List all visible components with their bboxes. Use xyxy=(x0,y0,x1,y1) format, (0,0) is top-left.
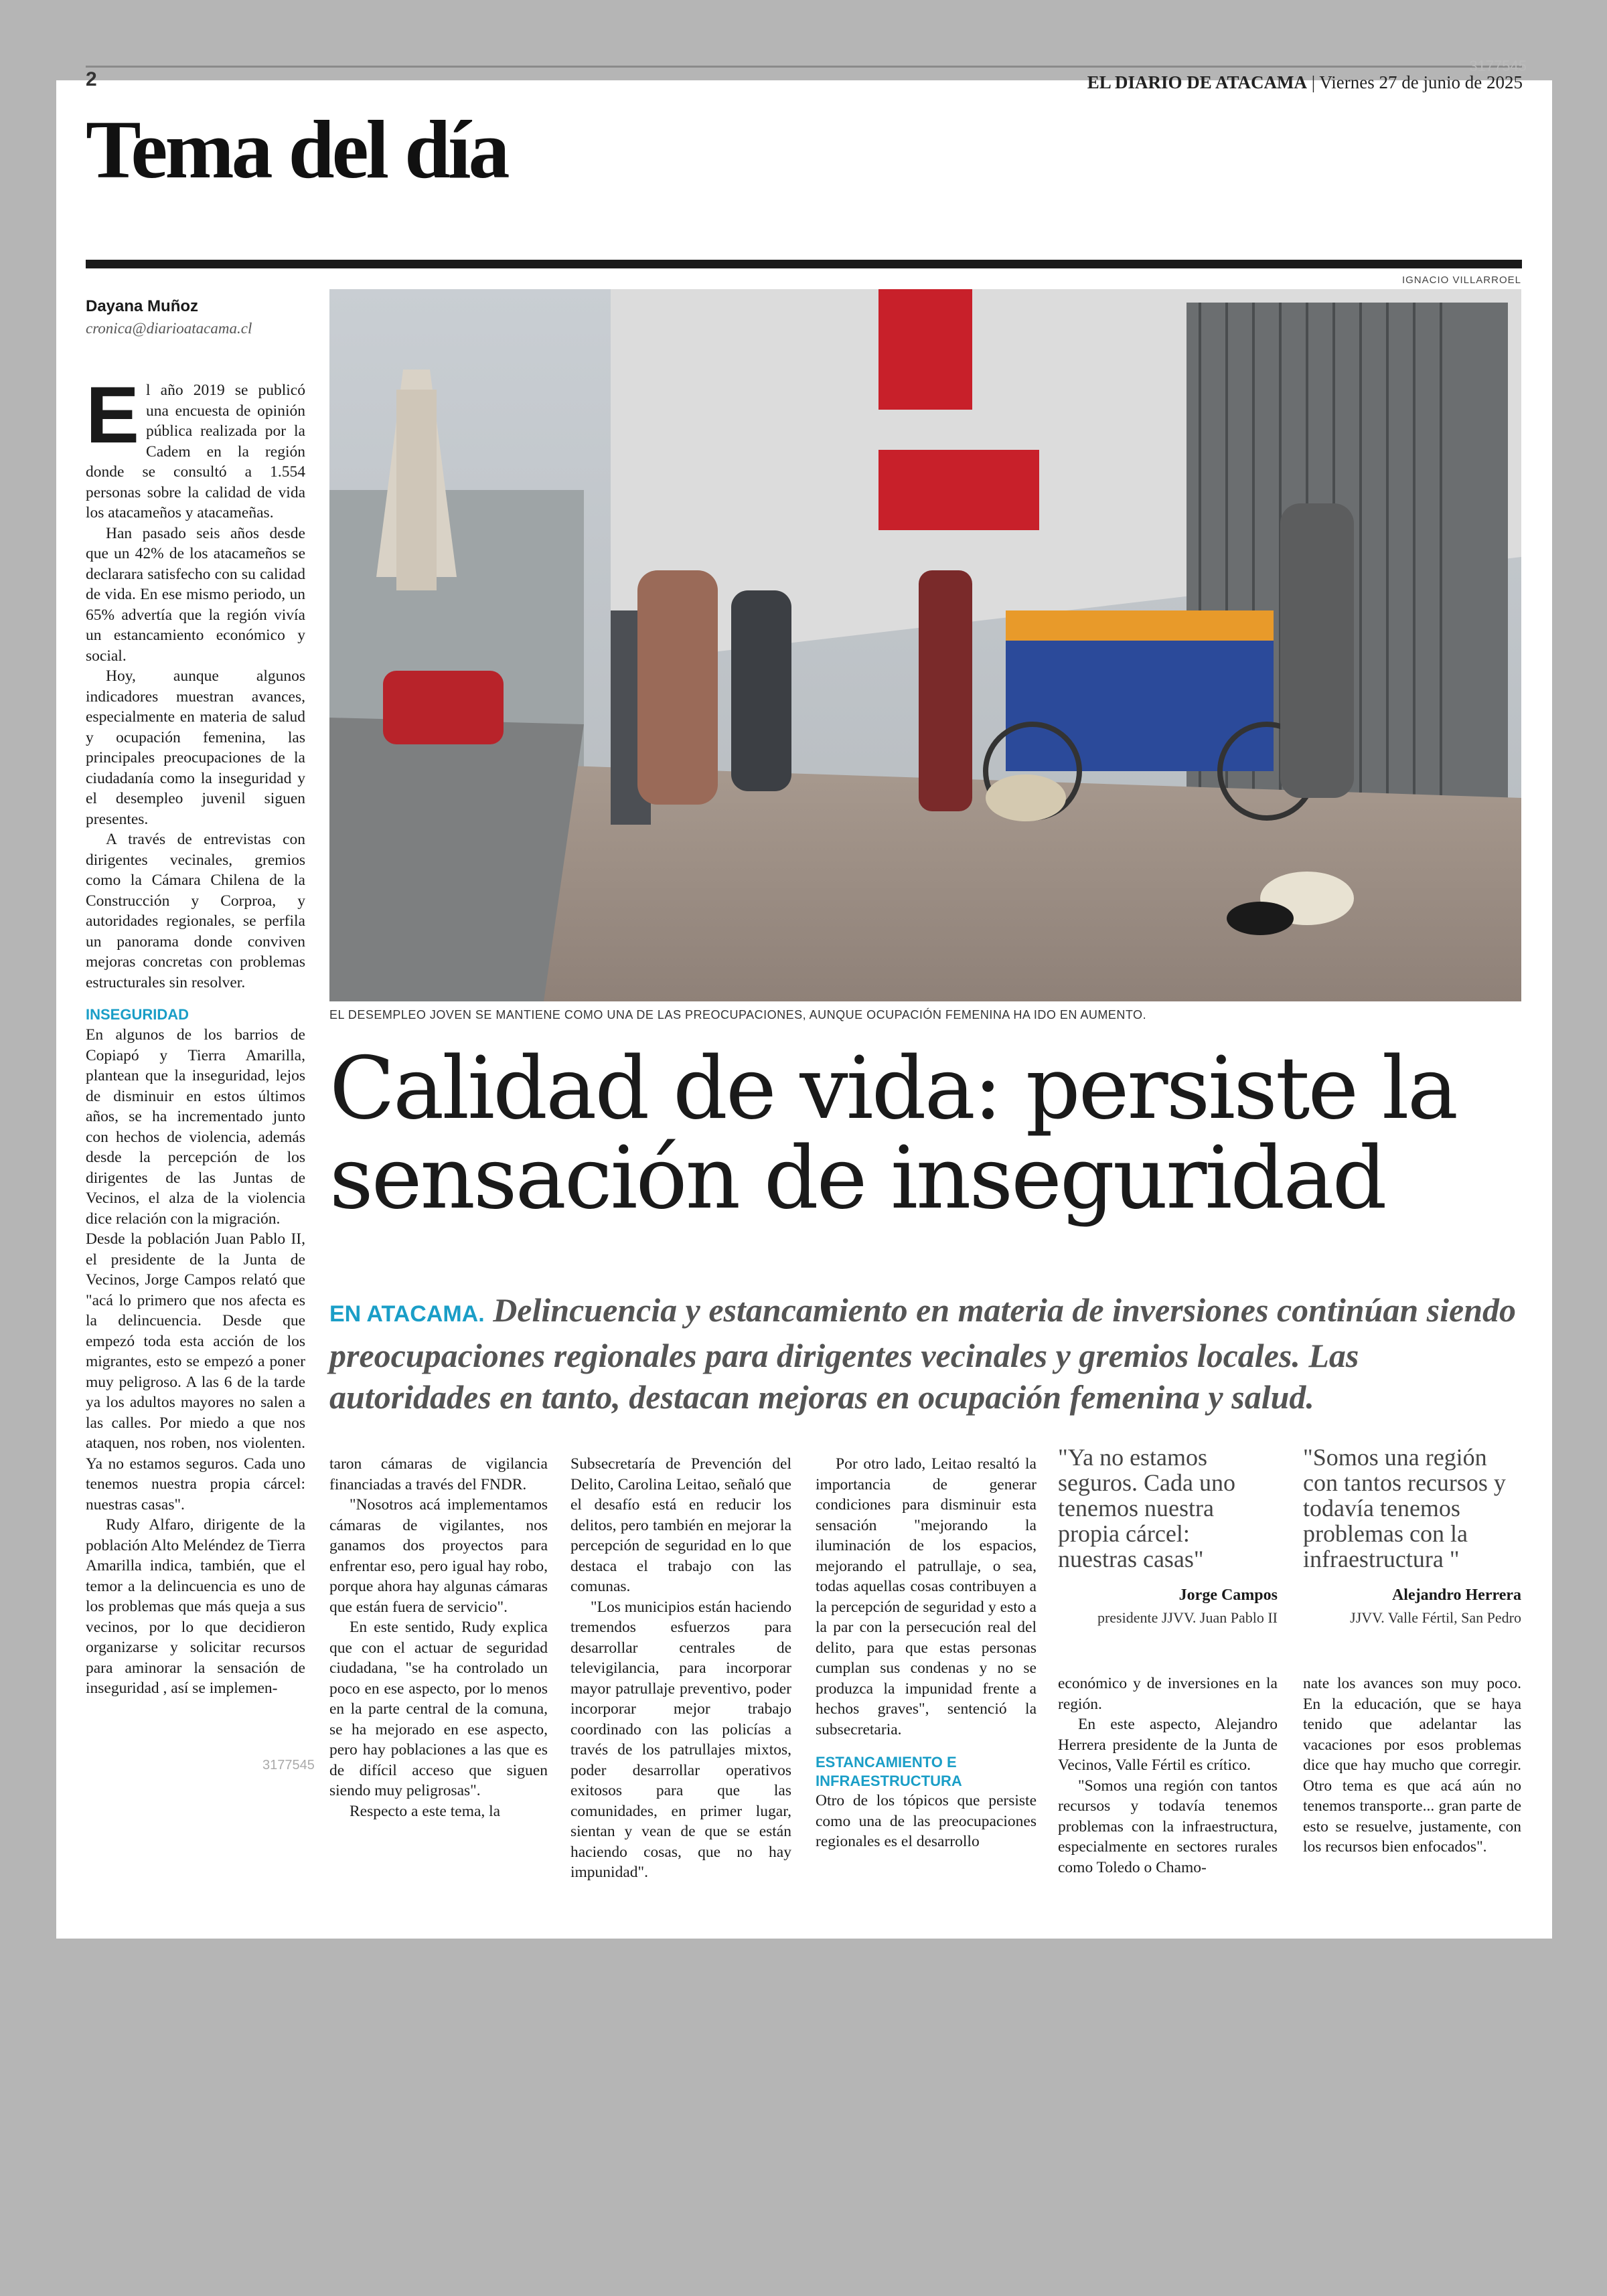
paragraph: "Nosotros acá implementamos cámaras de vigilantes, nos ganamos dos proyectos para enfrentar eso, pero igual hay robo, porque ahora hay algunas cámaras que están fuera de servicio". xyxy=(329,1496,548,1616)
deck-text: Delincuencia y estancamiento en materia de inversiones continúan siendo preocupaciones regionales para dirigentes vecinales y gremios locales. Las autoridades en tanto, destacan mejoras en ocupación femenina y salud. xyxy=(329,1291,1516,1416)
paragraph: nate los avances son muy poco. En la educación, que se haya tenido que adelantar las vacaciones por esos problemas dice que hay mucho que corregir. Otro tema es que acá aún no tenemos transporte... gran parte de esto se resuelve, justamente, con los recursos bien enfocados". xyxy=(1303,1675,1521,1856)
masthead-paper: EL DIARIO DE ATACAMA xyxy=(1087,72,1308,92)
paragraph: Otro de los tópicos que persiste como una de las preocupaciones regionales es el desarrollo xyxy=(816,1792,1037,1850)
masthead-date: | Viernes 27 de junio de 2025 xyxy=(1311,72,1523,92)
paragraph: En algunos de los barrios de Copiapó y Tierra Amarilla, plantean que la inseguridad, lejos de disminuir en estos últimos años, se ha incrementado junto con hechos de violencia, además desde la percepción de los dirigentes de las Juntas de Vecinos, el alza de la violencia dice relación con la migración. xyxy=(86,1026,305,1228)
paragraph: Desde la población Juan Pablo II, el presidente de la Junta de Vecinos, Jorge Campos relató que "acá lo primero que nos afecta es la delincuencia. Desde que empezó toda esta acción de los migrantes, esto se empezó a poner muy peligroso. A las 6 de la tarde ya los adultos mayores no salen a las calles. Por miedo a que nos ataquen, nos roben, nos violenten. Ya no estamos seguros. Cada uno tenemos nuestra propia cárcel: nuestras casas". xyxy=(86,1230,305,1513)
subhead-inseguridad: INSEGURIDAD xyxy=(86,1006,189,1023)
headline: Calidad de vida: persiste la sensación de inseguridad xyxy=(329,1039,1456,1228)
quote-name-herrera: Alejandro Herrera xyxy=(1391,1586,1521,1604)
column-6 xyxy=(1303,1673,1521,1858)
column-2 xyxy=(329,1454,548,1821)
paragraph: En este sentido, Rudy explica que con el actuar de seguridad ciudadana, "se ha controlado un poco en ese aspecto, por lo menos en la parte central de la comuna, se ha mejorado en ese aspecto, pero hay poblaciones a las que es de difícil acceso que siguen siendo muy peligrosas". xyxy=(329,1619,548,1799)
pull-quote-herrera: "Somos una región con tantos recursos y todavía tenemos problemas con la infraestructura " xyxy=(1303,1444,1506,1572)
drop-cap: E xyxy=(86,370,140,460)
paragraph: "Los municipios están haciendo tremendos esfuerzos para desarrollar centrales de televigilancia, para incorporar mayor patrullaje preventivo, poder incorporar mejor trabajo coordinado con las policías a través de los patrullajes mixtos, poder desarrollar operativos exitosos para que las comunidades, en primer lugar, sientan y vean de que se están haciendo cosas, que no hay impunidad". xyxy=(570,1598,792,1881)
column-5 xyxy=(1058,1673,1278,1878)
paragraph: En este aspecto, Alejandro Herrera presidente de la Junta de Vecinos, Valle Fértil es crítico. xyxy=(1058,1716,1278,1774)
paragraph: Subsecretaría de Prevención del Delito, Carolina Leitao, señaló que el desafío está en reducir los delitos, pero también en mejorar la percepción de seguridad en lo que destaca el trabajo con las comunas. xyxy=(570,1455,791,1595)
watermark: 3177545 xyxy=(262,1758,315,1773)
quote-name-campos: Jorge Campos xyxy=(1178,1586,1278,1604)
author-email: cronica@diarioatacama.cl xyxy=(86,320,252,337)
paragraph: Rudy Alfaro, dirigente de la población Alto Meléndez de Tierra Amarilla indica, también, que el temor a la delincuencia es uno de los problemas que más queja a sus vecinos, por lo que decidieron organizarse y solicitar recursos para aminorar la sensación de inseguridad , así se implemen- xyxy=(86,1516,305,1697)
page-number: 2 xyxy=(86,68,97,90)
column-1 xyxy=(86,370,305,1699)
paragraph: Hoy, aunque algunos indicadores muestran avances, especialmente en materia de salud y ocupación femenina, las principales preocupaciones de la ciudadanía como la inseguridad y el desempleo juvenil siguen presentes. xyxy=(86,667,305,828)
top-rule xyxy=(86,66,1522,68)
section-title: Tema del día xyxy=(86,104,508,195)
paragraph: Por otro lado, Leitao resaltó la importancia de generar condiciones para disminuir esta sensación "mejorando la iluminación de los espacios, mejorando el patrullaje, o sea, todas aquellas cosas contribuyen a la percepción de seguridad y esto a la par con la persecución real del delito, para que estas personas cumplan sus condenas y no se produzca la impunidad frente a hechos graves", sentenció la subsecretaria. xyxy=(816,1455,1037,1738)
paragraph: económico y de inversiones en la región. xyxy=(1058,1675,1278,1713)
quote-role-herrera: JJVV. Valle Fértil, San Pedro xyxy=(1350,1609,1521,1626)
photo-caption: EL DESEMPLEO JOVEN SE MANTIENE COMO UNA DE LAS PREOCUPACIONES, AUNQUE OCUPACIÓN FEMENINA HA IDO EN AUMENTO. xyxy=(329,1008,1147,1021)
author: Dayana Muñoz xyxy=(86,297,199,315)
photo-credit: IGNACIO VILLARROEL xyxy=(1401,274,1521,286)
paragraph: A través de entrevistas con dirigentes vecinales, gremios como la Cámara Chilena de la Construcción y Corproa, y autoridades regionales, se perfila un panorama donde conviven mejoras concretas con problemas estructurales sin resolver. xyxy=(86,831,305,991)
pull-quote-campos: "Ya no estamos seguros. Cada uno tenemos nuestra propia cárcel: nuestras casas" xyxy=(1058,1444,1235,1572)
photo-illustration xyxy=(329,289,1521,1001)
section-rule xyxy=(86,260,1522,268)
subhead-estancamiento: ESTANCAMIENTO E INFRAESTRUCTURA xyxy=(816,1754,962,1789)
deck-tag: EN ATACAMA. xyxy=(329,1301,485,1327)
quote-role-campos: presidente JJVV. Juan Pablo II xyxy=(1097,1609,1278,1626)
id-code: 3177545 xyxy=(1469,58,1527,74)
deck xyxy=(329,1289,1521,1418)
paragraph: El año 2019 se publicó una encuesta de opinión pública realizada por la Cadem en la región donde se consultó a 1.554 personas sobre la calidad de vida los atacameños y atacameñas. xyxy=(86,370,305,521)
column-3 xyxy=(570,1454,791,1883)
paragraph: Respecto a este tema, la xyxy=(350,1802,501,1820)
masthead xyxy=(1087,72,1523,93)
street-photo xyxy=(329,289,1521,1001)
paragraph: Han pasado seis años desde que un 42% de los atacameños se declarara satisfecho con su calidad de vida. En ese mismo periodo, un 65% advertía que la región vivía un estancamiento económico y social. xyxy=(86,524,305,665)
paragraph: "Somos una región con tantos recursos y todavía tenemos problemas con la infraestructura, especialmente en sectores rurales como Toledo o Chamo- xyxy=(1058,1777,1278,1876)
paragraph: taron cámaras de vigilancia financiadas a través del FNDR. xyxy=(329,1455,548,1493)
column-4 xyxy=(816,1454,1037,1852)
